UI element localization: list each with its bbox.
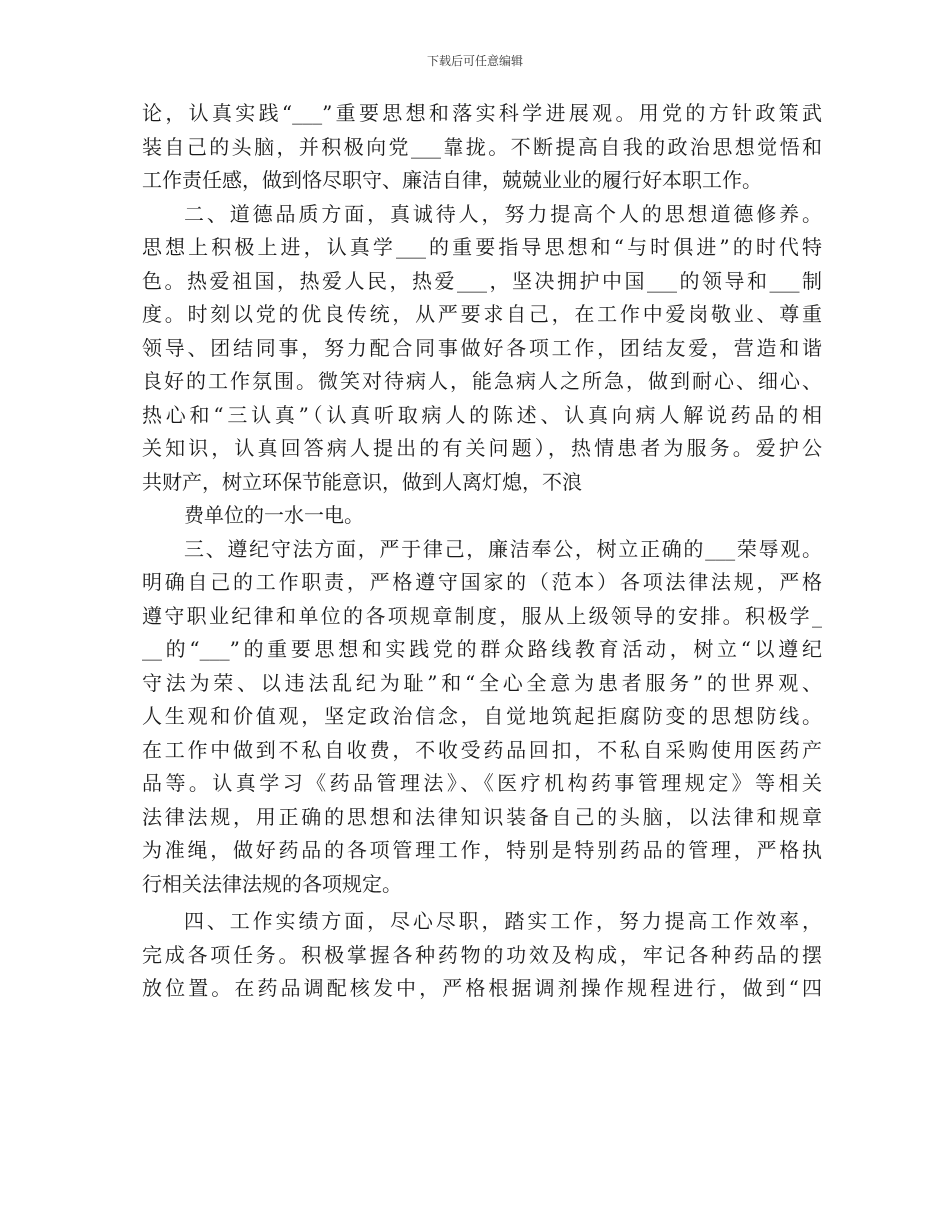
text-line: 放位置。在药品调配核发中，严格根据调剂操作规程进行，做到“四 bbox=[142, 976, 822, 1000]
text-line: 人生观和价值观，坚定政治信念，自觉地筑起拒腐防变的思想防线。 bbox=[142, 704, 822, 728]
paragraph bbox=[142, 905, 822, 1006]
text-line: 二、道德品质方面，真诚待人，努力提高个人的思想道德修养。 bbox=[184, 201, 822, 226]
text-line: 为准绳，做好药品的各项管理工作，特别是特别药品的管理，严格执 bbox=[142, 838, 822, 862]
text-line: 领导、团结同事，努力配合同事做好各项工作，团结友爱，营造和谐 bbox=[142, 335, 822, 360]
text-line: 关知识，认真回答病人提出的有关问题），热情患者为服务。爱护公 bbox=[142, 436, 822, 460]
text-line: 思想上积极上进，认真学___的重要指导思想和“与时俱进”的时代特 bbox=[142, 235, 822, 259]
text-line: 法律法规，用正确的思想和法律知识装备自己的头脑，以法律和规章 bbox=[142, 804, 822, 829]
text-line: 工作责任感，做到恪尽职守、廉洁自律，兢兢业业的履行好本职工作。 bbox=[142, 168, 762, 192]
text-line: 品等。认真学习《药品管理法》、《医疗机构药事管理规定》等相关 bbox=[142, 771, 822, 795]
text-line: 热心和“三认真”（认真听取病人的陈述、认真向病人解说药品的相 bbox=[142, 402, 822, 427]
text-line: 完成各项任务。积极掌握各种药物的功效及构成，牢记各种药品的摆 bbox=[142, 942, 822, 967]
text-line: 色。热爱祖国，热爱人民，热爱___，坚决拥护中国___的领导和___制 bbox=[142, 268, 822, 293]
paragraph bbox=[142, 533, 822, 902]
document-body bbox=[142, 97, 822, 1006]
text-line: 在工作中做到不私自收费，不收受药品回扣，不私自采购使用医药产 bbox=[142, 737, 822, 762]
text-line: 三、遵纪守法方面，严于律己，廉洁奉公，树立正确的___荣辱观。 bbox=[184, 536, 822, 561]
text-line: 费单位的一水一电。 bbox=[184, 503, 364, 527]
text-line: 明确自己的工作职责，严格遵守国家的（范本）各项法律法规，严格 bbox=[142, 570, 822, 594]
text-line: 装自己的头脑，并积极向党___靠拢。不断提高自我的政治思想觉悟和 bbox=[142, 134, 822, 159]
text-line: 行相关法律法规的各项规定。 bbox=[142, 871, 402, 896]
paragraph bbox=[142, 499, 822, 533]
text-line: 度。时刻以党的优良传统，从严要求自己，在工作中爱岗敬业、尊重 bbox=[142, 302, 822, 326]
text-line: 守法为荣、以违法乱纪为耻”和“全心全意为患者服务”的世界观、 bbox=[142, 670, 822, 695]
paragraph bbox=[142, 97, 822, 198]
text-line: __的“___”的重要思想和实践党的群众路线教育活动，树立“以遵纪 bbox=[142, 637, 822, 661]
text-line: 四、工作实绩方面，尽心尽职，踏实工作，努力提高工作效率， bbox=[184, 909, 822, 933]
text-line: 遵守职业纪律和单位的各项规章制度，服从上级领导的安排。积极学_ bbox=[142, 603, 822, 628]
text-line: 共财产，树立环保节能意识，做到人离灯熄，不浪 bbox=[142, 469, 582, 494]
text-line: 论，认真实践“___”重要思想和落实科学进展观。用党的方针政策武 bbox=[142, 101, 822, 125]
page-header: 下载后可任意编辑 bbox=[426, 54, 523, 68]
paragraph bbox=[142, 198, 822, 500]
text-line: 良好的工作氛围。微笑对待病人，能急病人之所急，做到耐心、细心、 bbox=[142, 369, 822, 393]
